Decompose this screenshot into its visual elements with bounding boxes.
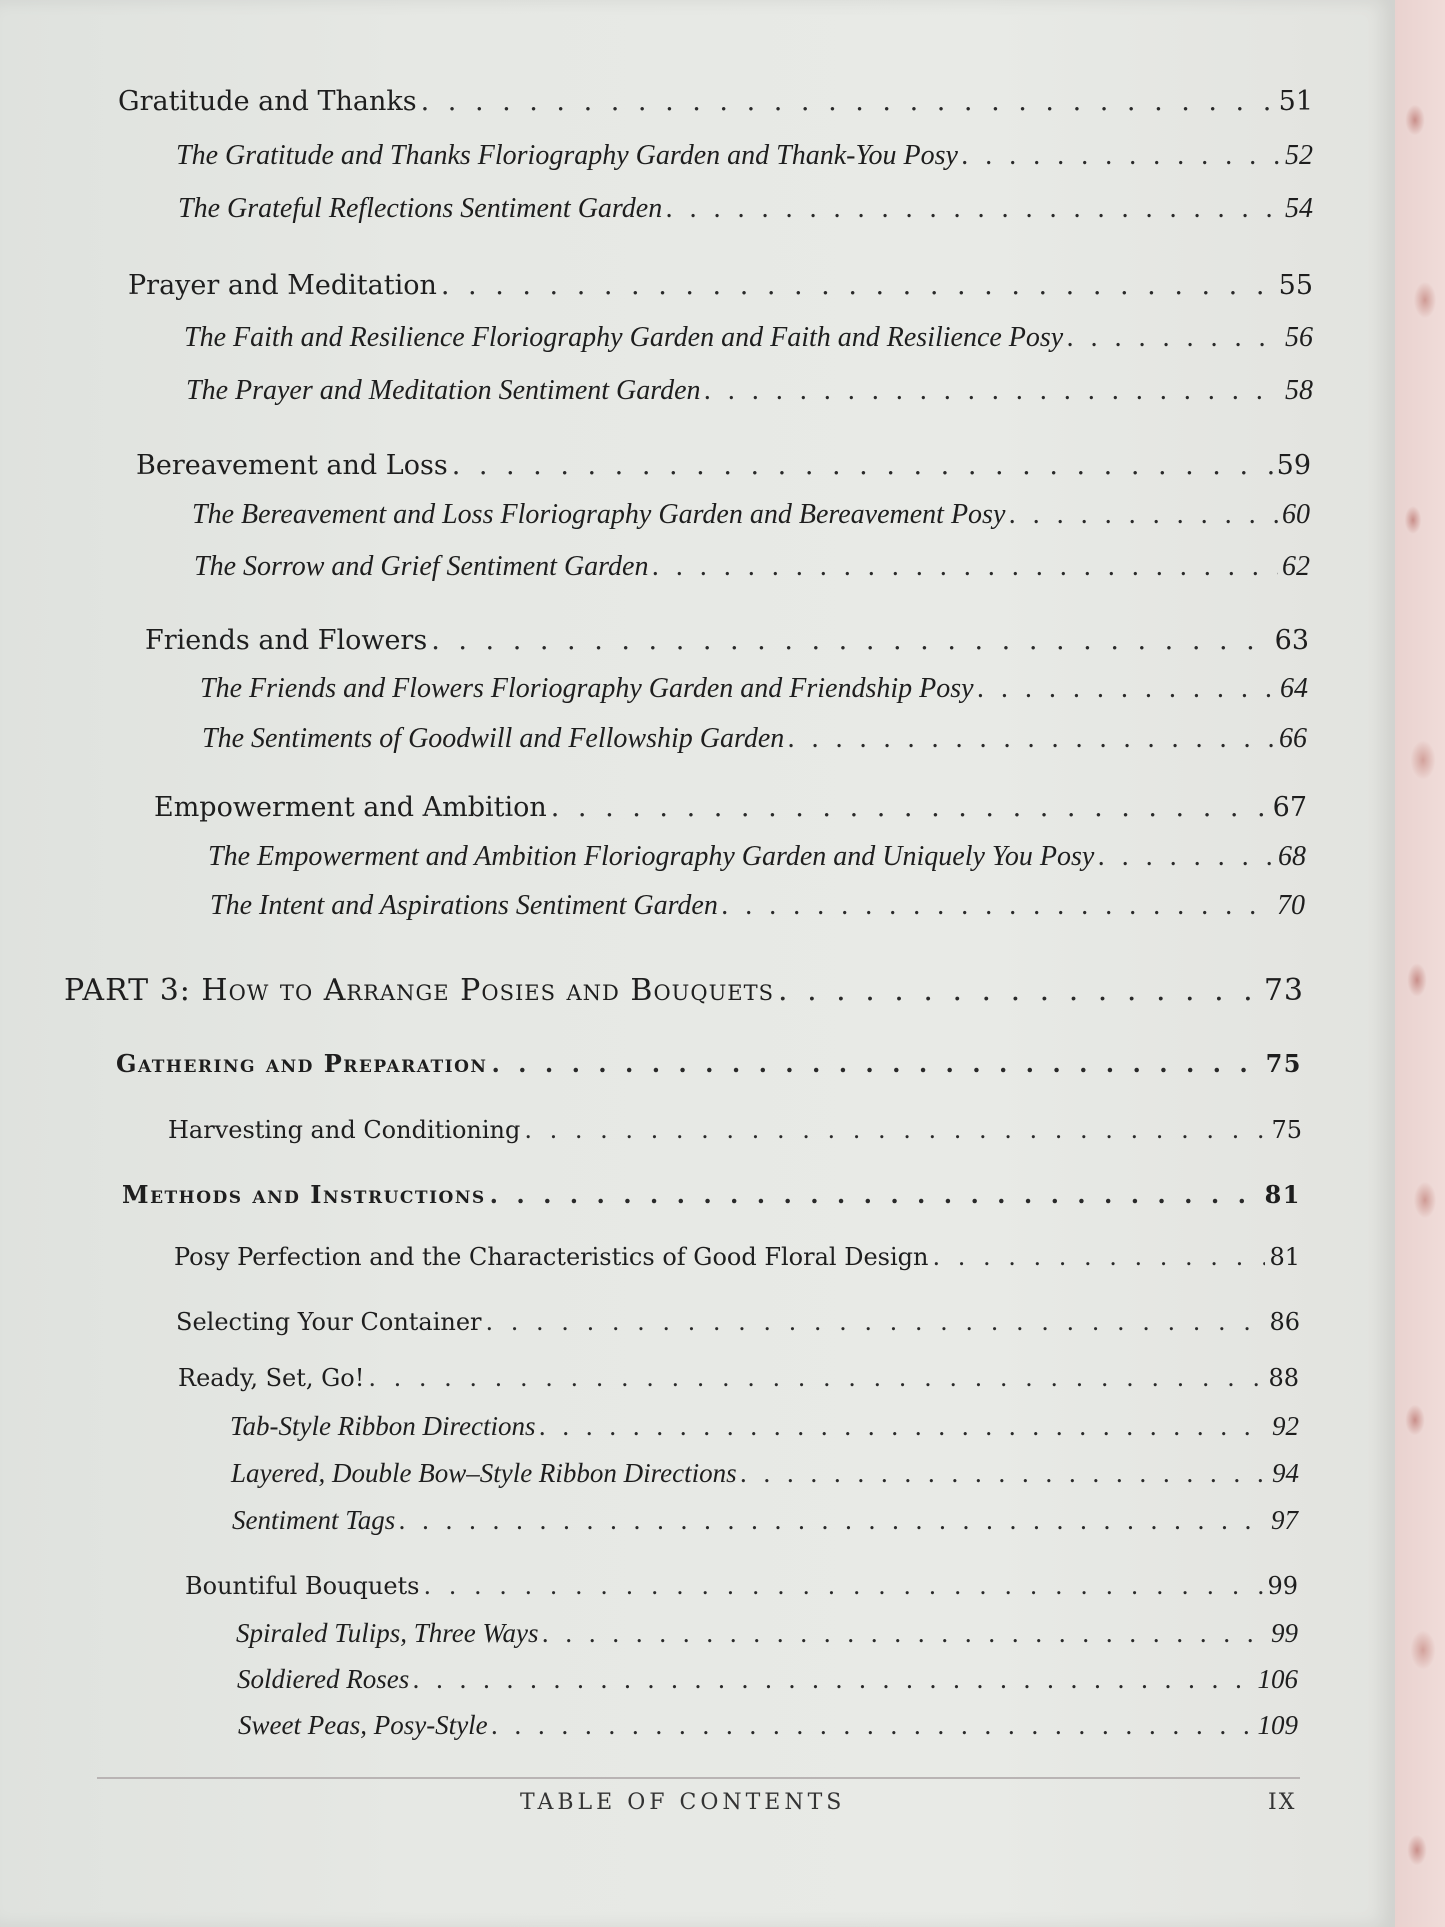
toc-entry (168, 1116, 1302, 1144)
toc-entry-page: 58 (1285, 375, 1313, 406)
toc-entry-title: Layered, Double Bow–Style Ribbon Directions (231, 1458, 737, 1488)
toc-entry (230, 1411, 1299, 1442)
toc-entry (185, 1572, 1298, 1600)
toc-leader-dots (551, 792, 1269, 823)
toc-entry-page: 62 (1282, 551, 1310, 582)
toc-entry-title: PART 3: How to Arrange Posies and Bouquets (64, 973, 775, 1008)
toc-entry (176, 140, 1313, 172)
toc-leader-dots (399, 1505, 1267, 1536)
toc-entry (118, 86, 1313, 117)
toc-entry-page: 94 (1272, 1458, 1299, 1488)
toc-entry (194, 551, 1310, 583)
toc-entry-page: 86 (1269, 1308, 1300, 1336)
toc-entry (176, 1308, 1300, 1336)
toc-leader-dots (741, 1458, 1268, 1489)
toc-entry-page: 67 (1272, 792, 1307, 823)
toc-entry-page: 92 (1272, 1411, 1299, 1441)
toc-entry-title: The Sentiments of Goodwill and Fellowship Garden (202, 723, 785, 754)
toc-entry-page: 64 (1280, 673, 1308, 704)
floral-pattern-edge (1395, 0, 1445, 1927)
toc-entry-page: 106 (1257, 1664, 1298, 1694)
toc-entry-page: 75 (1271, 1116, 1302, 1144)
toc-entry-page: 68 (1278, 841, 1306, 872)
toc-entry-page: 55 (1278, 270, 1313, 301)
toc-leader-dots (424, 1572, 1264, 1600)
toc-entry-page: 51 (1278, 86, 1313, 117)
toc-leader-dots (368, 1364, 1264, 1392)
toc-leader-dots (413, 1664, 1253, 1695)
toc-leader-dots (431, 625, 1270, 656)
toc-entry-page: 59 (1276, 450, 1311, 481)
toc-leader-dots (492, 1710, 1254, 1741)
toc-entry-title: The Intent and Aspirations Sentiment Garden (210, 890, 718, 921)
toc-leader-dots (778, 973, 1260, 1008)
toc-entry (236, 1618, 1298, 1649)
toc-entry-page: 75 (1265, 1049, 1302, 1078)
toc-leader-dots (421, 86, 1275, 117)
toc-entry-title: Posy Perfection and the Characteristics of Good Floral Design (174, 1243, 929, 1271)
toc-entry (192, 499, 1310, 531)
toc-entry (174, 1243, 1300, 1271)
toc-entry-title: Empowerment and Ambition (154, 792, 547, 823)
toc-leader-dots (722, 890, 1273, 922)
toc-leader-dots (705, 375, 1281, 407)
toc-entry-title: Gratitude and Thanks (118, 86, 417, 117)
toc-entry-title: Ready, Set, Go! (178, 1364, 365, 1392)
toc-entry (237, 1664, 1298, 1695)
toc-entry-page: 54 (1285, 193, 1313, 224)
toc-entry-title: The Grateful Reflections Sentiment Garden (178, 193, 663, 224)
toc-leader-dots (1067, 322, 1281, 354)
toc-leader-dots (978, 673, 1276, 705)
toc-leader-dots (788, 723, 1275, 755)
toc-entry-page: 99 (1271, 1618, 1298, 1648)
toc-entry (128, 270, 1313, 301)
toc-entry-title: The Sorrow and Grief Sentiment Garden (194, 551, 649, 582)
toc-leader-dots (524, 1116, 1267, 1144)
toc-leader-dots (452, 450, 1273, 481)
toc-entry (178, 1364, 1299, 1392)
page-number: IX (1268, 1790, 1297, 1815)
toc-entry (136, 450, 1311, 481)
toc-leader-dots (1098, 841, 1274, 873)
toc-entry-title: Selecting Your Container (176, 1308, 482, 1336)
toc-leader-dots (962, 140, 1281, 172)
toc-entry-title: Gathering and Preparation (116, 1049, 488, 1078)
toc-entry (145, 625, 1309, 656)
toc-entry-page: 70 (1277, 890, 1305, 921)
toc-entry-title: Sweet Peas, Posy-Style (238, 1710, 488, 1740)
toc-part-heading (64, 973, 1304, 1008)
toc-entry-page: 66 (1279, 723, 1307, 754)
toc-entry (154, 792, 1307, 823)
toc-entry-title: Methods and Instructions (122, 1180, 486, 1209)
toc-entry (210, 890, 1305, 922)
toc-leader-dots (486, 1308, 1266, 1336)
toc-entry-page: 56 (1285, 322, 1313, 353)
toc-entry (231, 1458, 1299, 1489)
toc-leader-dots (666, 193, 1281, 225)
toc-entry-page: 97 (1271, 1505, 1298, 1535)
toc-entry-title: The Prayer and Meditation Sentiment Garden (186, 375, 701, 406)
toc-entry-page: 88 (1268, 1364, 1299, 1392)
toc-entry-title: Soldiered Roses (237, 1664, 410, 1694)
toc-entry-title: Bereavement and Loss (136, 450, 448, 481)
toc-leader-dots (652, 551, 1278, 583)
toc-entry-page: 81 (1269, 1243, 1300, 1271)
toc-entry (232, 1505, 1298, 1536)
toc-entry-title: Sentiment Tags (232, 1505, 396, 1535)
toc-chapter-heading (116, 1049, 1302, 1078)
footer-divider (97, 1777, 1300, 1779)
toc-entry-page: 81 (1264, 1180, 1301, 1209)
toc-entry-title: Tab-Style Ribbon Directions (230, 1411, 536, 1441)
toc-chapter-heading (122, 1180, 1301, 1209)
toc-entry-title: Harvesting and Conditioning (168, 1116, 521, 1144)
toc-leader-dots (441, 270, 1275, 301)
toc-entry (238, 1710, 1298, 1741)
toc-entry-title: Prayer and Meditation (128, 270, 437, 301)
toc-entry-page: 109 (1257, 1710, 1298, 1740)
toc-entry (186, 375, 1313, 407)
toc-entry-title: The Gratitude and Thanks Floriography Garden and Thank-You Posy (176, 140, 958, 171)
running-footer-title: TABLE OF CONTENTS (520, 1790, 846, 1815)
toc-entry-title: The Friends and Flowers Floriography Garden and Friendship Posy (200, 673, 974, 704)
toc-entry-title: The Empowerment and Ambition Floriography Garden and Uniquely You Posy (208, 841, 1095, 872)
toc-entry (202, 723, 1307, 755)
toc-entry-title: Bountiful Bouquets (185, 1572, 420, 1600)
toc-entry-title: The Faith and Resilience Floriography Garden and Faith and Resilience Posy (184, 322, 1064, 353)
toc-entry (200, 673, 1308, 705)
toc-entry-page: 60 (1282, 499, 1310, 530)
toc-entry (184, 322, 1313, 354)
toc-entry-title: Friends and Flowers (145, 625, 428, 656)
toc-entry-page: 63 (1274, 625, 1309, 656)
toc-leader-dots (491, 1049, 1261, 1078)
toc-entry-page: 73 (1263, 973, 1304, 1008)
toc-entry-title: Spiraled Tulips, Three Ways (236, 1618, 539, 1648)
toc-leader-dots (1009, 499, 1278, 531)
toc-leader-dots (490, 1180, 1261, 1209)
toc-leader-dots (543, 1618, 1267, 1649)
toc-entry-page: 52 (1285, 140, 1313, 171)
toc-leader-dots (932, 1243, 1265, 1271)
toc-entry (208, 841, 1306, 873)
toc-entry-title: The Bereavement and Loss Floriography Garden and Bereavement Posy (192, 499, 1006, 530)
toc-entry-page: 99 (1267, 1572, 1298, 1600)
toc-leader-dots (539, 1411, 1268, 1442)
toc-entry (178, 193, 1313, 225)
